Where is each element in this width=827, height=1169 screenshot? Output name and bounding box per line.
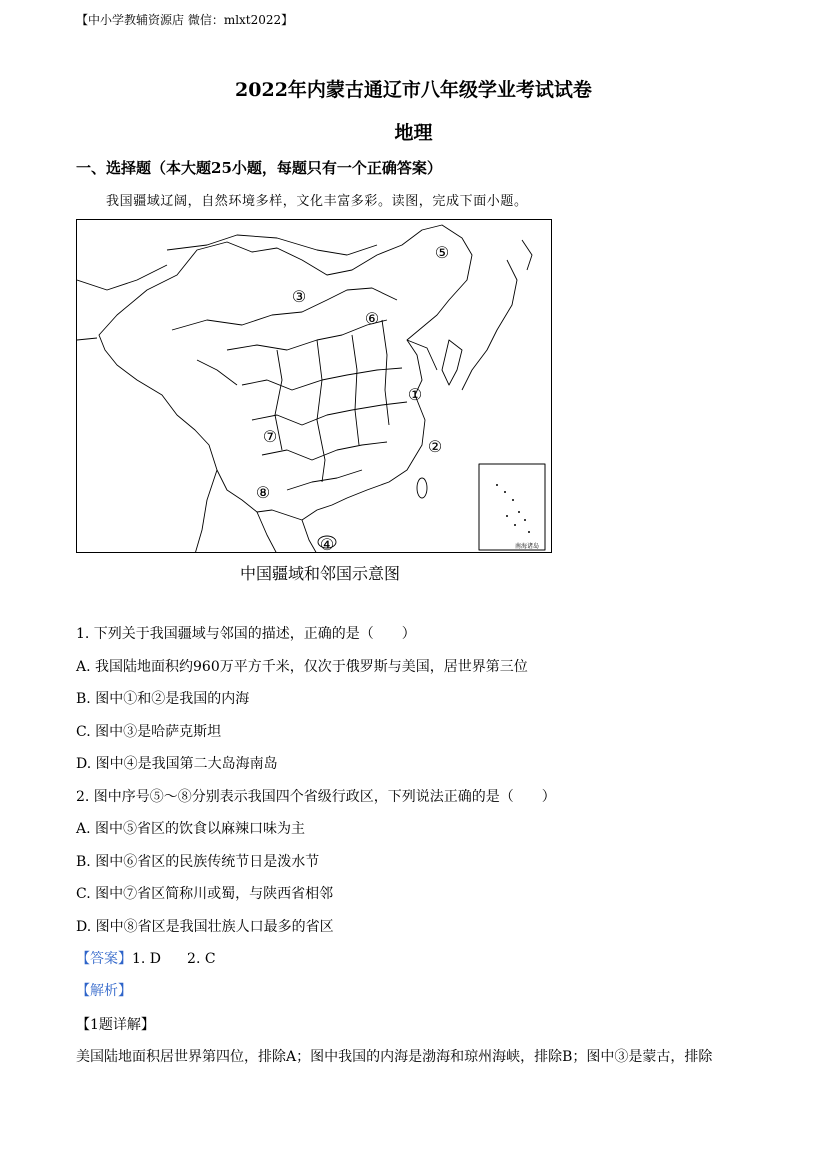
map-marker-2: ② — [427, 437, 443, 456]
q2-option-b: B. 图中⑥省区的民族传统节日是泼水节 — [76, 854, 320, 870]
china-map-figure — [76, 219, 552, 553]
q1-option-c: C. 图中③是哈萨克斯坦 — [76, 724, 222, 740]
q1-option-d: D. 图中④是我国第二大岛海南岛 — [76, 756, 278, 772]
exam-title: 2022年内蒙古通辽市八年级学业考试试卷 — [235, 79, 592, 101]
map-marker-8: ⑧ — [255, 483, 271, 502]
inset-label: 南海诸岛 — [514, 543, 540, 550]
map-drawing — [77, 220, 552, 553]
map-marker-1: ① — [407, 385, 423, 404]
page-header: 【中小学教辅资源店 微信：mlxt2022】 — [76, 13, 294, 27]
q2-option-a: A. 图中⑤省区的饮食以麻辣口味为主 — [76, 821, 306, 837]
map-marker-6: ⑥ — [364, 309, 380, 328]
answer-1: 1. D — [132, 951, 162, 967]
answer-row — [76, 948, 216, 968]
subject-title: 地理 — [394, 122, 433, 144]
section-heading: 一、选择题（本大题25小题，每题只有一个正确答案） — [76, 159, 442, 177]
q2-option-c: C. 图中⑦省区简称川或蜀，与陕西省相邻 — [76, 886, 334, 902]
q1-option-b: B. 图中①和②是我国的内海 — [76, 691, 250, 707]
map-caption: 中国疆域和邻国示意图 — [239, 564, 400, 583]
map-marker-3: ③ — [291, 287, 307, 306]
china-border — [99, 225, 472, 520]
analysis-tag: 【解析】 — [76, 983, 132, 999]
map-marker-7: ⑦ — [262, 427, 278, 446]
question-2-stem: 2. 图中序号⑤～⑧分别表示我国四个省级行政区，下列说法正确的是（ ） — [76, 789, 556, 805]
map-marker-5: ⑤ — [434, 243, 450, 262]
answer-tag: 【答案】 — [76, 951, 132, 967]
south-sea-islands — [496, 484, 530, 533]
detail-title: 【1题详解】 — [76, 1017, 155, 1033]
question-intro: 我国疆域辽阔，自然环境多样，文化丰富多彩。读图，完成下面小题。 — [106, 194, 528, 209]
detail-paragraph: 美国陆地面积居世界第四位，排除A；图中我国的内海是渤海和琼州海峡，排除B；图中③是蒙古，排除 — [76, 1049, 713, 1065]
q2-option-d: D. 图中⑧省区是我国壮族人口最多的省区 — [76, 919, 334, 935]
answer-2: 2. C — [187, 951, 216, 967]
q1-option-a: A. 我国陆地面积约960万平方千米，仅次于俄罗斯与美国，居世界第三位 — [76, 659, 528, 675]
map-marker-4: ④ — [319, 535, 335, 554]
question-1-stem: 1. 下列关于我国疆域与邻国的描述，正确的是（ ） — [76, 626, 416, 642]
